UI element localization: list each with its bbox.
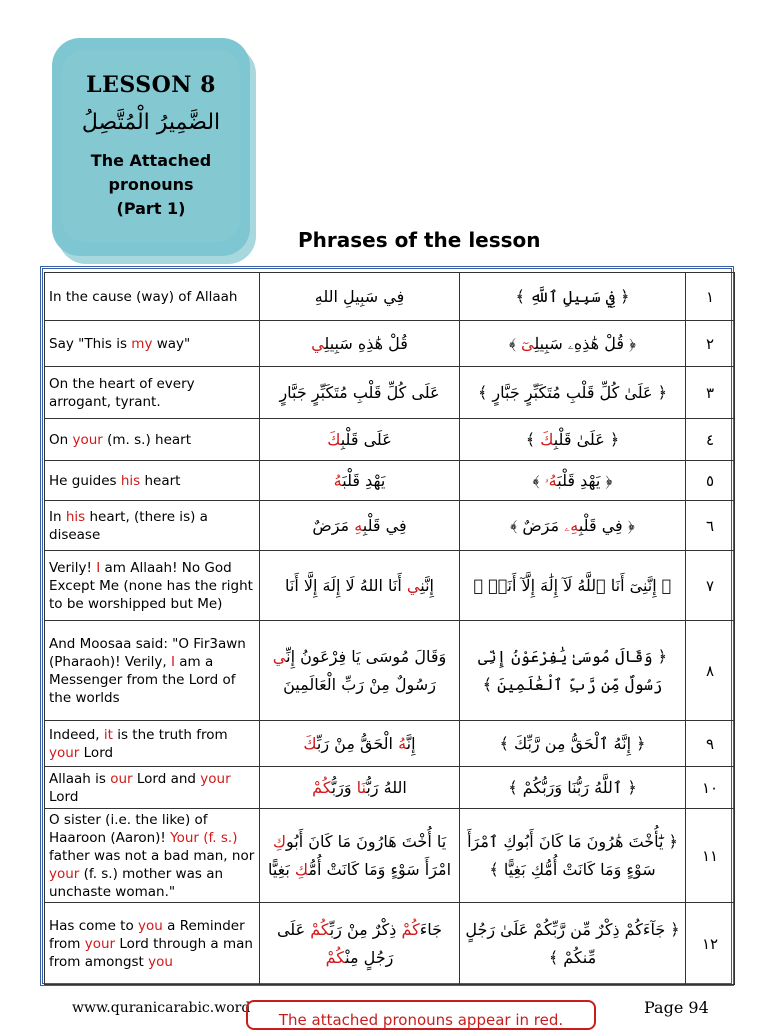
quranic-cell [460, 321, 686, 367]
attached-pronoun-text: هُ [333, 470, 343, 490]
quranic-cell [460, 367, 686, 419]
cell-text: عَلَى كُلِّ قَلْبِ مُتَكَبِّرٍ جَبَّارٍ [279, 382, 440, 402]
cell-text: Has come to [49, 917, 139, 934]
arabic-cell [260, 461, 460, 501]
attached-pronoun-text: I [170, 653, 175, 670]
quranic-cell [460, 419, 686, 461]
attached-pronoun-text: كَ [303, 733, 317, 753]
row-number: ٣ [686, 367, 735, 419]
lesson-subtitle-line1: The Attached [90, 151, 212, 170]
cell-text: Say "This is [49, 335, 132, 352]
cell-text: الْحَقُّ مِنْ رَبِّ [316, 733, 399, 753]
english-cell [45, 767, 260, 809]
cell-text: ﴿ قُلْ هَٰذِهِۦ سَبِيلِ [534, 333, 637, 353]
lesson-subtitle-line2: pronouns [108, 175, 194, 194]
attached-pronoun-text: كُمْ [325, 947, 346, 967]
attached-pronoun-text: your [49, 865, 80, 882]
lesson-subtitle-line3: (Part 1) [116, 199, 186, 218]
cell-text: ﴿ عَلَىٰ كُلِّ قَلْبِ مُتَكَبِّرٍ جَبَّارٍ ﴾ [477, 382, 668, 402]
cell-text: Verily! [49, 559, 97, 576]
english-cell [45, 419, 260, 461]
cell-text: ﴿ فِي سَبِيلِ ٱللَّهِ ﴾ [515, 286, 630, 306]
lesson-subtitle [62, 149, 240, 221]
attached-pronoun-text: ي [311, 333, 325, 353]
cell-text: عَلَى قَلْبِ [340, 429, 392, 449]
attached-pronoun-text: you [138, 917, 163, 934]
quranic-cell [460, 809, 686, 903]
cell-text: مَرَضٌ [312, 515, 355, 535]
lesson-arabic-title: الضَّمِيرُ الْمُتَّصِلُ [81, 110, 221, 135]
table-row [45, 767, 735, 809]
english-cell [45, 621, 260, 721]
attached-pronoun-text: his [65, 508, 86, 525]
english-cell [45, 903, 260, 985]
attached-pronoun-text: كِ [294, 859, 309, 879]
attached-pronoun-text: ي [272, 646, 287, 666]
cell-text: O sister (i.e. the like) of Haaroon (Aaron)! [49, 811, 208, 846]
cell-text: يَهْدِ قَلْبَ [342, 470, 386, 490]
row-number: ١٠ [686, 767, 735, 809]
phrases-table-body [45, 273, 735, 985]
row-number: ٢ [686, 321, 735, 367]
cell-text: Lord and [132, 770, 201, 787]
phrases-table [44, 272, 735, 985]
quranic-cell [460, 273, 686, 321]
cell-text: am Allaah! No God Except Me (none has the right to be worshipped but Me) [49, 559, 253, 612]
arabic-cell [260, 809, 460, 903]
cell-text: On [49, 431, 73, 448]
english-cell [45, 721, 260, 767]
cell-text: رَسُولٌ مِنْ رَبِّ الْعَالَمِينَ [283, 674, 436, 694]
cell-text: (f. s.) mother was an unchaste woman." [49, 865, 224, 900]
cell-text: Allaah is [49, 770, 111, 787]
arabic-cell [260, 721, 460, 767]
english-cell [45, 321, 260, 367]
page-number: Page 94 [644, 998, 709, 1017]
cell-text: فِي سَبِيلِ اللهِ [314, 286, 405, 306]
cell-text: In [49, 508, 66, 525]
table-row [45, 367, 735, 419]
table-row [45, 461, 735, 501]
lesson-card-inner [62, 50, 240, 242]
cell-text: ﴿ إِنَّنِىٓ أَنَا ٱللَّهُ لَآ إِلَٰهَ إِلَّآ أَنَا۠ ﴾ [473, 575, 672, 595]
attached-pronoun-text: كَ [327, 429, 341, 449]
cell-text: مَرَضٌ ﴾ [510, 515, 565, 535]
table-row [45, 809, 735, 903]
row-number: ٩ [686, 721, 735, 767]
arabic-cell [260, 367, 460, 419]
english-cell [45, 367, 260, 419]
attached-pronoun-text: ي [406, 575, 421, 595]
attached-pronoun-text: كَ [540, 429, 554, 449]
quranic-cell [460, 621, 686, 721]
attached-pronoun-text: هُۥ [544, 470, 558, 490]
cell-text: وَقَالَ مُوسَى يَا فِرْعَونُ إِنِّ [286, 646, 447, 666]
table-row [45, 501, 735, 551]
english-cell [45, 809, 260, 903]
arabic-cell [260, 767, 460, 809]
attached-pronoun-text: ىٓ [521, 333, 535, 353]
attached-pronoun-text: it [103, 726, 113, 743]
cell-text: ﴿ إِنَّهُ ٱلْحَقُّ مِن رَّبِّكَ ﴾ [499, 733, 646, 753]
attached-pronoun-text: هُ [398, 733, 407, 753]
attached-pronoun-text: كُمْ [312, 777, 332, 797]
arabic-cell [260, 419, 460, 461]
table-row [45, 321, 735, 367]
cell-text: ﴾ [532, 470, 545, 490]
attached-pronoun-text: your [200, 770, 231, 787]
attached-pronoun-text: I [96, 559, 101, 576]
attached-pronoun-text: his [120, 472, 141, 489]
arabic-cell [260, 551, 460, 621]
attached-pronoun-text: our [110, 770, 133, 787]
english-cell [45, 501, 260, 551]
cell-text: امْرَأَ سَوْءٍ وَمَا كَانَتْ أُمُّ [308, 859, 452, 879]
cell-text: am a Messenger from the Lord of the worlds [49, 653, 236, 706]
quranic-cell [460, 767, 686, 809]
quranic-cell [460, 551, 686, 621]
table-row [45, 903, 735, 985]
cell-text: a Reminder from [49, 917, 245, 952]
cell-text: heart [140, 472, 181, 489]
cell-text: ﴾ [508, 333, 522, 353]
cell-text: And Moosaa said: "O Fir3awn (Pharaoh)! Verily, [49, 635, 246, 670]
cell-text: إِنَّنِ [420, 575, 434, 595]
cell-text: اللهُ رَبُّ [366, 777, 407, 797]
table-row [45, 621, 735, 721]
table-row [45, 551, 735, 621]
english-cell [45, 551, 260, 621]
cell-text: (m. s.) heart [102, 431, 191, 448]
row-number: ٦ [686, 501, 735, 551]
cell-text: ﴿ يَهْدِ قَلْبَ [557, 470, 613, 490]
attached-pronoun-text: هِۦ [564, 515, 579, 535]
attached-pronoun-text: هِ [354, 515, 363, 535]
lesson-title: LESSON 8 [86, 72, 216, 98]
cell-text: Lord through a man from amongst [49, 935, 253, 970]
quranic-cell [460, 461, 686, 501]
table-row [45, 419, 735, 461]
row-number: ٥ [686, 461, 735, 501]
footer-url: www.quranicarabic.word [72, 1000, 251, 1016]
cell-text: ﴿ وَقَالَ مُوسَىٰ يَٰفِرْعَوْنُ إِنِّى رَسُولٌ مِّن رَّبِّ ٱلْعَٰلَمِينَ ﴾ [477, 646, 668, 694]
row-number: ٨ [686, 621, 735, 721]
attached-pronoun-text: كُمْ [310, 919, 330, 939]
row-number: ١١ [686, 809, 735, 903]
cell-text: ﴿ جَآءَكُمْ ذِكْرٌ مِّن رَّبِّكُمْ عَلَىٰ رَجُلٍ مِّنكُمْ ﴾ [465, 919, 680, 967]
cell-text: Lord [79, 744, 114, 761]
cell-text: إِنَّ [406, 733, 416, 753]
cell-text: ﴿ ٱللَّهُ رَبُّنَا وَرَبُّكُمْ ﴾ [508, 777, 637, 797]
cell-text: heart, (there is) a disease [49, 508, 208, 543]
attached-pronoun-text: نَا [356, 777, 367, 797]
cell-text: وَرَبُّ [331, 777, 357, 797]
lesson-card [52, 38, 250, 256]
table-row [45, 273, 735, 321]
row-number: ٧ [686, 551, 735, 621]
english-cell [45, 273, 260, 321]
cell-text: Lord [49, 788, 79, 805]
attached-pronoun-text: كُمْ [401, 919, 420, 939]
footer-note: The attached pronouns appear in red. [246, 1000, 596, 1030]
cell-text: بَغِيًّا [267, 859, 295, 879]
cell-text: On the heart of every arrogant, tyrant. [49, 375, 195, 410]
cell-text: قُلْ هَٰذِهِ سَبِيلِ [324, 333, 408, 353]
cell-text: ﴾ [525, 429, 541, 449]
quranic-cell [460, 903, 686, 985]
attached-pronoun-text: Your (f. s.) [170, 829, 238, 846]
cell-text: ﴿ عَلَىٰ قَلْبِ [553, 429, 620, 449]
quranic-cell [460, 721, 686, 767]
table-row [45, 721, 735, 767]
row-number: ١٢ [686, 903, 735, 985]
cell-text: In the cause (way) of Allaah [49, 288, 238, 305]
cell-text: is the truth from [112, 726, 228, 743]
cell-text: فِي قَلْبِ [362, 515, 407, 535]
quranic-cell [460, 501, 686, 551]
arabic-cell [260, 903, 460, 985]
cell-text: أَنَا اللهُ لَا إِلَهَ إِلَّا أَنَا [285, 575, 407, 595]
row-number: ١ [686, 273, 735, 321]
cell-text: He guides [49, 472, 121, 489]
arabic-cell [260, 621, 460, 721]
english-cell [45, 461, 260, 501]
cell-text: way" [152, 335, 191, 352]
cell-text: ﴿ فِي قَلْبِ [578, 515, 635, 535]
arabic-cell [260, 501, 460, 551]
attached-pronoun-text: your [84, 935, 116, 952]
attached-pronoun-text: كِ [272, 831, 286, 851]
cell-text: father was not a bad man, nor [49, 847, 255, 864]
arabic-cell [260, 273, 460, 321]
arabic-cell [260, 321, 460, 367]
cell-text: يَا أُخْتَ هَارُونَ مَا كَانَ أَبُو [286, 831, 447, 851]
attached-pronoun-text: you [148, 953, 173, 970]
cell-text: عَلَى رَجُلٍ مِنْ [276, 919, 394, 967]
attached-pronoun-text: your [72, 431, 103, 448]
cell-text: Indeed, [49, 726, 104, 743]
cell-text: ذِكْرٌ مِنْ رَبِّ [329, 919, 402, 939]
section-title: Phrases of the lesson [298, 228, 541, 252]
attached-pronoun-text: your [49, 744, 80, 761]
cell-text: ﴿ يَٰٓأُخْتَ هَٰرُونَ مَا كَانَ أَبُوكِ ٱمْرَأَ سَوْءٍ وَمَا كَانَتْ أُمُّكِ بَغِيًّا ﴾ [467, 831, 678, 879]
attached-pronoun-text: my [131, 335, 153, 352]
row-number: ٤ [686, 419, 735, 461]
cell-text: جَاءَ [419, 919, 443, 939]
